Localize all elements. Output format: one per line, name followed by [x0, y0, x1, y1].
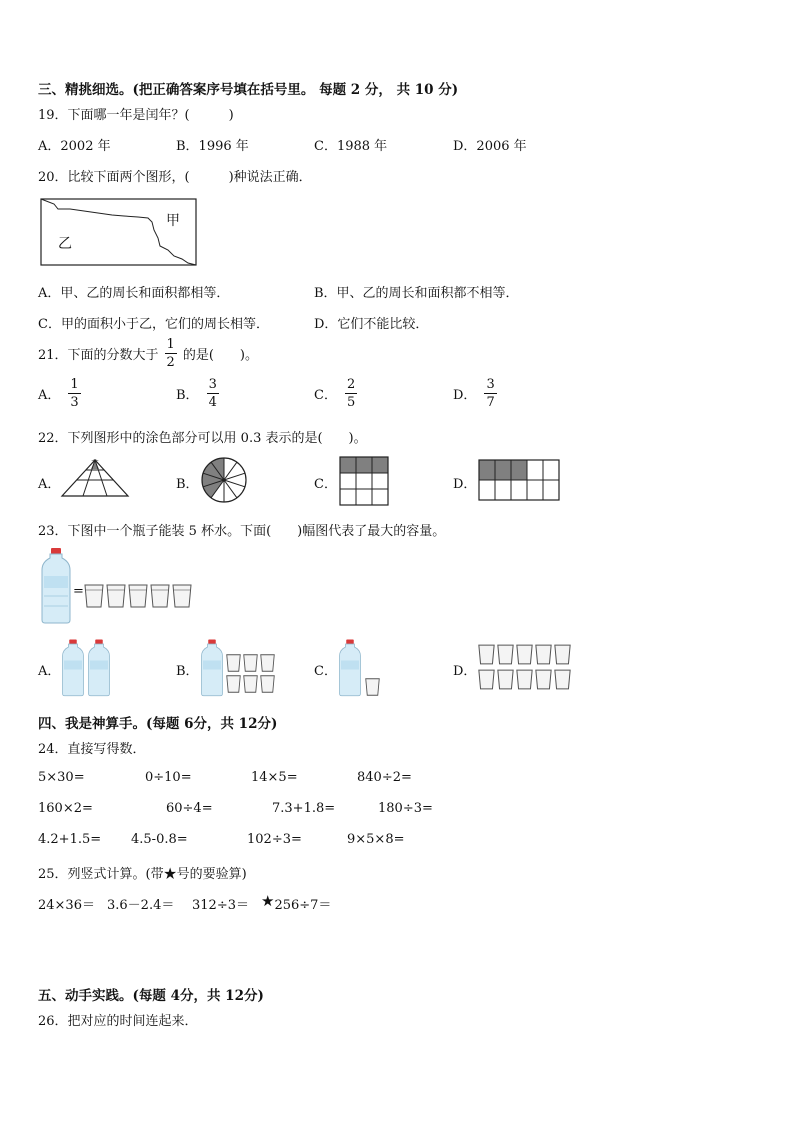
q24-item: 60÷4=: [166, 801, 213, 816]
question-22-stem: 22．下列图形中的涂色部分可以用 0.3 表示的是( )。: [38, 431, 367, 446]
q21-option-b-den: 4: [208, 395, 217, 410]
cup-icon: [554, 644, 571, 665]
q21-option-b-label: B．: [176, 388, 199, 403]
q22-triangle-figure: [61, 459, 129, 499]
q24-item: 9×5×8=: [347, 832, 405, 847]
section-5-heading: 五、动手实践。(每题 4分，共 12分): [38, 988, 264, 1004]
question-19-stem: 19．下面哪一年是闰年？( ): [38, 108, 234, 123]
cup-icon: [365, 678, 380, 696]
q19-option-a: A．2002 年: [38, 139, 111, 154]
q22-grid-3x3-figure: [339, 456, 389, 506]
q21-option-b-num: 3: [208, 377, 217, 392]
q24-item: 7.3+1.8=: [272, 801, 336, 816]
q21-option-c-den: 5: [346, 395, 356, 410]
q25-item: 24×36＝: [38, 898, 95, 913]
bottle-icon: [40, 548, 72, 624]
q24-item: 160×2=: [38, 801, 93, 816]
q21-option-c-fraction: [345, 378, 357, 409]
q21-option-c: [314, 378, 357, 409]
q23-equals-sign: =: [73, 584, 84, 599]
cup-icon: [226, 675, 241, 693]
q21-option-a-num: 1: [70, 377, 79, 392]
cup-icon: [535, 669, 552, 690]
cup-icon: [243, 675, 258, 693]
cup-icon: [497, 669, 514, 690]
q25-item: 3.6－2.4＝: [107, 898, 175, 913]
q21-option-a-fraction: [68, 378, 80, 409]
q19-option-c: C．1988 年: [314, 139, 388, 154]
cup-icon: [554, 669, 571, 690]
cup-icon: [497, 644, 514, 665]
q24-item: 840÷2=: [357, 770, 412, 785]
bottle-icon: [61, 639, 85, 697]
q20-dividing-line: [41, 199, 196, 265]
q24-item: 5×30=: [38, 770, 85, 785]
cup-icon: [535, 644, 552, 665]
question-26-stem: 26．把对应的时间连起来．: [38, 1014, 198, 1029]
q21-option-a: [38, 378, 81, 409]
q23-option-d-cups: [478, 644, 574, 690]
cup-icon: [516, 669, 533, 690]
star-icon: ★: [261, 892, 275, 910]
question-20-stem: 20．比较下面两个图形，( )种说法正确．: [38, 170, 312, 185]
cup-icon: [172, 584, 192, 608]
q23-option-b-label: B．: [176, 664, 199, 679]
q20-label-jia: 甲: [166, 213, 180, 229]
cup-icon: [516, 644, 533, 665]
q20-option-a: A．甲、乙的周长和面积都相等．: [38, 286, 230, 301]
question-23-stem: 23．下图中一个瓶子能装 5 杯水。下面( )幅图代表了最大的容量。: [38, 524, 446, 539]
q20-option-d: D．它们不能比较．: [314, 317, 429, 332]
q22-option-a-label: A．: [38, 477, 61, 492]
q25-item: 312÷3＝: [192, 898, 249, 913]
cup-icon: [128, 584, 148, 608]
q24-item: 0÷10=: [145, 770, 192, 785]
q19-option-b: B．1996 年: [176, 139, 249, 154]
q19-option-d: D．2006 年: [453, 139, 527, 154]
cup-icon: [260, 654, 275, 672]
section-4-heading: 四、我是神算手。(每题 6分，共 12分): [38, 716, 278, 732]
q20-label-yi: 乙: [58, 236, 72, 252]
q24-item: 4.5-0.8=: [131, 832, 188, 847]
cup-icon: [106, 584, 126, 608]
cup-icon: [260, 675, 275, 693]
q23-option-c-label: C．: [314, 664, 337, 679]
bottle-icon: [200, 639, 224, 697]
bottle-icon: [338, 639, 362, 697]
question-21-stem: [38, 338, 258, 369]
question-24-stem: 24．直接写得数．: [38, 742, 146, 757]
q24-item: 180÷3=: [378, 801, 433, 816]
q21-option-b-fraction: [207, 378, 219, 409]
q21-option-d-fraction: [484, 378, 496, 409]
section-3-heading: 三、精挑细选。(把正确答案序号填在括号里。 每题 2 分， 共 10 分): [38, 82, 459, 98]
bottle-icon: [87, 639, 111, 697]
q23-reference-cups: [84, 584, 192, 608]
q21-stem-before: 21．下面的分数大于: [38, 348, 159, 363]
q22-option-c-label: C．: [314, 477, 337, 492]
cup-icon: [243, 654, 258, 672]
q21-stem-numerator: 1: [166, 337, 175, 352]
q20-option-c: C．甲的面积小于乙，它们的周长相等．: [38, 317, 269, 332]
q21-option-c-label: C．: [314, 388, 337, 403]
q21-stem-fraction: [165, 338, 177, 369]
q20-option-b: B．甲、乙的周长和面积都不相等．: [314, 286, 519, 301]
q24-item: 4.2+1.5=: [38, 832, 102, 847]
cup-icon: [226, 654, 241, 672]
q21-option-a-den: 3: [70, 395, 79, 410]
q21-option-d-den: 7: [486, 395, 495, 410]
q21-option-c-num: 2: [346, 377, 356, 392]
q22-option-d-label: D．: [453, 477, 477, 492]
q23-option-d-label: D．: [453, 664, 477, 679]
q24-item: 14×5=: [251, 770, 298, 785]
q24-item: 102÷3=: [247, 832, 302, 847]
cup-icon: [84, 584, 104, 608]
cup-icon: [478, 669, 495, 690]
q23-option-b-cups: [226, 654, 278, 693]
cup-icon: [150, 584, 170, 608]
q23-option-a-label: A．: [38, 664, 61, 679]
q21-option-d-num: 3: [486, 377, 495, 392]
q22-option-b-label: B．: [176, 477, 199, 492]
q21-option-a-label: A．: [38, 388, 61, 403]
q22-circle-figure: [201, 457, 247, 503]
q25-item: 256÷7＝: [274, 898, 332, 913]
q21-option-d-label: D．: [453, 388, 477, 403]
q21-option-d: [453, 378, 497, 409]
question-25-stem: 25．列竖式计算。(带★号的要验算): [38, 867, 247, 882]
q21-option-b: [176, 378, 219, 409]
q22-grid-2x5-figure: [478, 459, 560, 501]
q25-starred-item: [261, 894, 331, 913]
q21-stem-denominator: 2: [166, 355, 175, 370]
q21-stem-after: 的是( )。: [182, 348, 258, 363]
cup-icon: [478, 644, 495, 665]
